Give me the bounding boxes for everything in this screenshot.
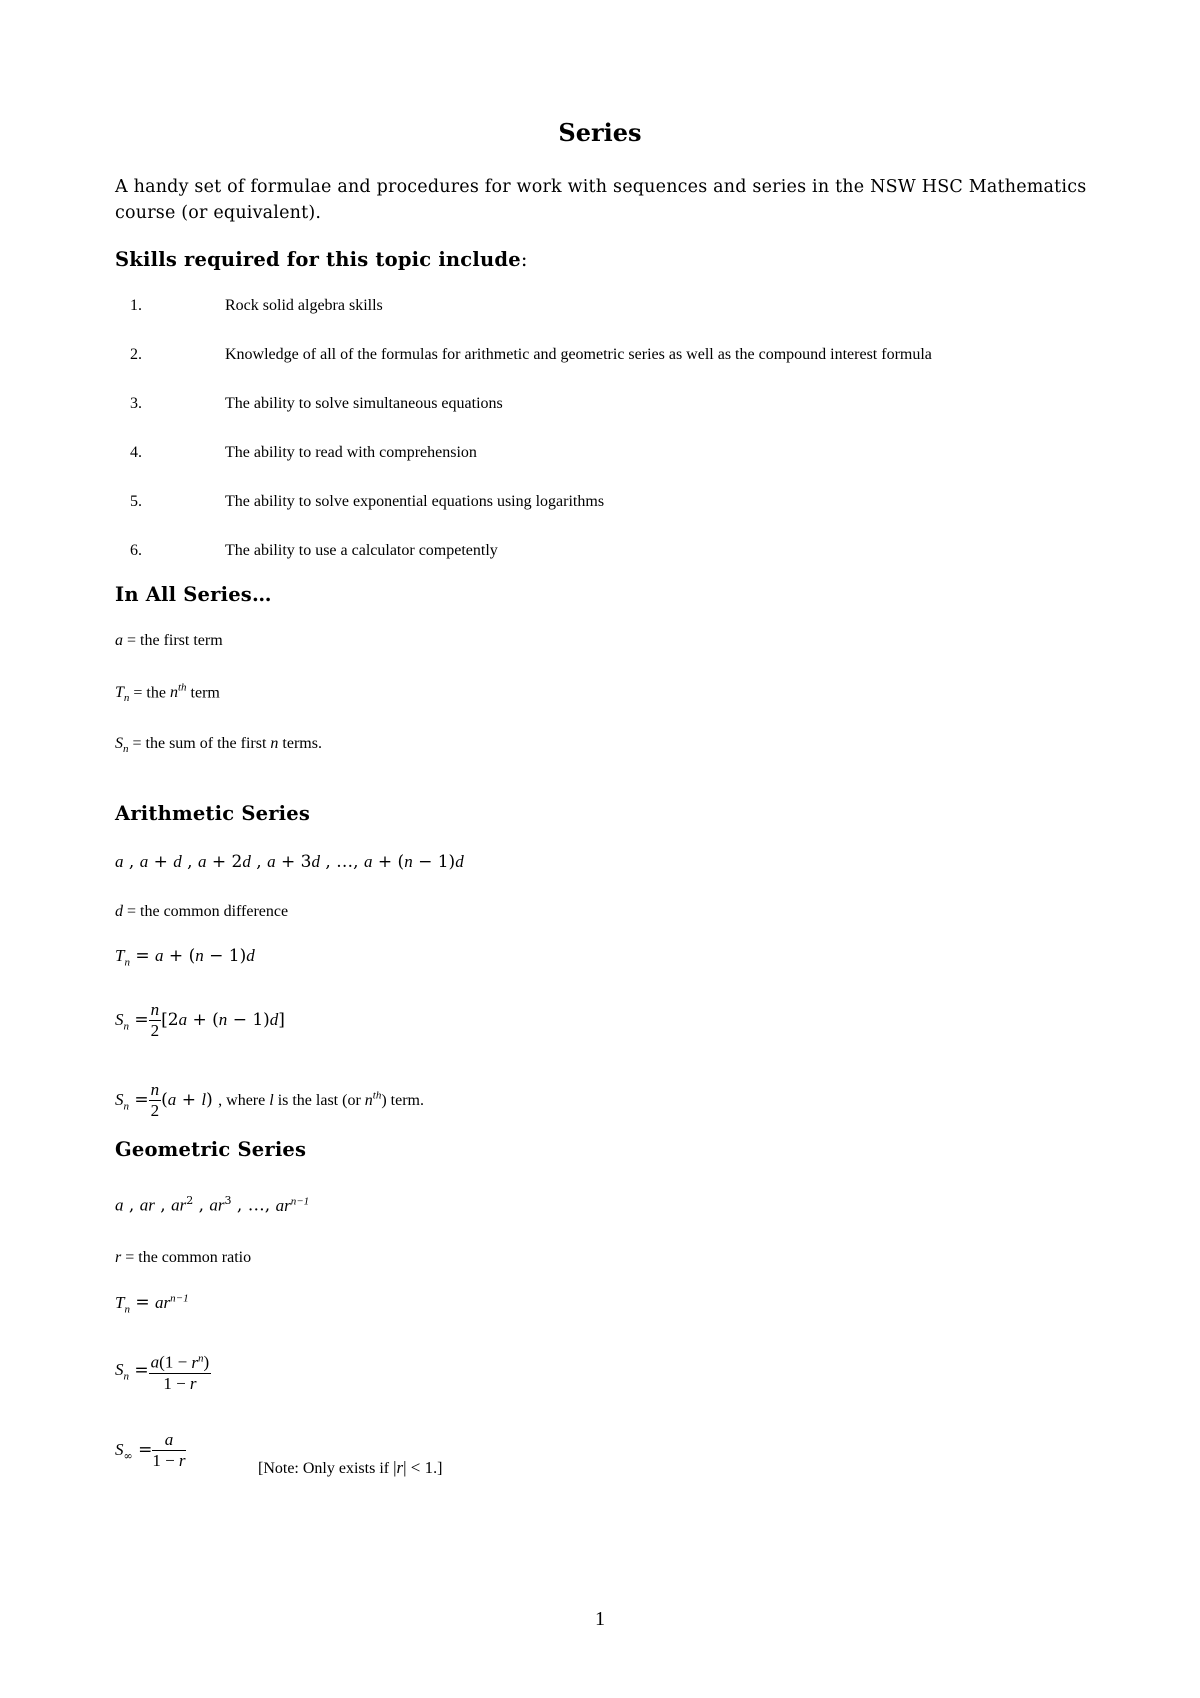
skills-heading xyxy=(115,248,528,271)
all-series-heading: In All Series… xyxy=(115,583,272,606)
skills-heading-text: Skills required for this topic include xyxy=(115,248,521,271)
geometric-sum-to-infinity-formula: $S_\infty$ = $\frac{a}{1 - r}$ xyxy=(115,1430,186,1470)
skill-text: Knowledge of all of the formulas for arithmetic and geometric series as well as the compound interest formula xyxy=(225,346,932,363)
common-ratio-definition: r = the common ratio xyxy=(115,1249,252,1266)
geometric-heading: Geometric Series xyxy=(115,1138,307,1161)
skill-number: 4. xyxy=(130,444,142,461)
arithmetic-sum-last-term-formula: $S_n$ = $\frac{n}{2}$ (a + l) , where l is the last (or $n^{th}$) term. xyxy=(115,1080,424,1120)
skill-text: Rock solid algebra skills xyxy=(225,297,383,314)
arithmetic-heading: Arithmetic Series xyxy=(115,802,311,825)
nth-term-definition: $T_n$ = the $n^{th}$ term xyxy=(115,682,220,705)
skill-number: 2. xyxy=(130,346,142,363)
geometric-sequence-formula: a , ar , $ar^2$ , $ar^3$ , …, $ar^{n-1}$ xyxy=(115,1194,310,1216)
first-term-definition: a = the first term xyxy=(115,632,223,649)
geometric-nth-term-formula: $T_n = ar^{n-1}$ xyxy=(115,1292,189,1316)
skill-number: 5. xyxy=(130,493,142,510)
skill-text: The ability to solve exponential equations using logarithms xyxy=(225,493,605,510)
page-number: 1 xyxy=(595,1608,605,1630)
skill-number: 3. xyxy=(130,395,142,412)
sum-definition: $S_n$ = the sum of the first n terms. xyxy=(115,735,322,756)
skill-text: The ability to read with comprehension xyxy=(225,444,477,461)
skill-number: 1. xyxy=(130,297,142,314)
arithmetic-nth-term-formula: $T_n = a + (n - 1)d$ xyxy=(115,946,255,969)
arithmetic-sequence-formula: a , a + d , a + 2d , a + 3d , …, a + (n − 1)d xyxy=(115,852,464,872)
intro-paragraph: A handy set of formulae and procedures for work with sequences and series in the NSW HSC Mathematics course (or equivalent). xyxy=(115,177,1087,223)
skill-number: 6. xyxy=(130,542,142,559)
common-difference-definition: d = the common difference xyxy=(115,903,289,920)
sum-to-infinity-note: [Note: Only exists if |r| < 1.] xyxy=(258,1458,443,1477)
skill-text: The ability to use a calculator competently xyxy=(225,542,498,559)
skills-heading-colon: : xyxy=(520,248,528,271)
page-title: Series xyxy=(558,118,642,147)
geometric-sum-formula: $S_n$ = $\frac{a(1 - r^n)}{1 - r}$ xyxy=(115,1348,211,1394)
skill-text: The ability to solve simultaneous equations xyxy=(225,395,503,412)
arithmetic-sum-formula: $S_n$ = $\frac{n}{2}$ [2a + (n − 1)d] xyxy=(115,1000,285,1040)
